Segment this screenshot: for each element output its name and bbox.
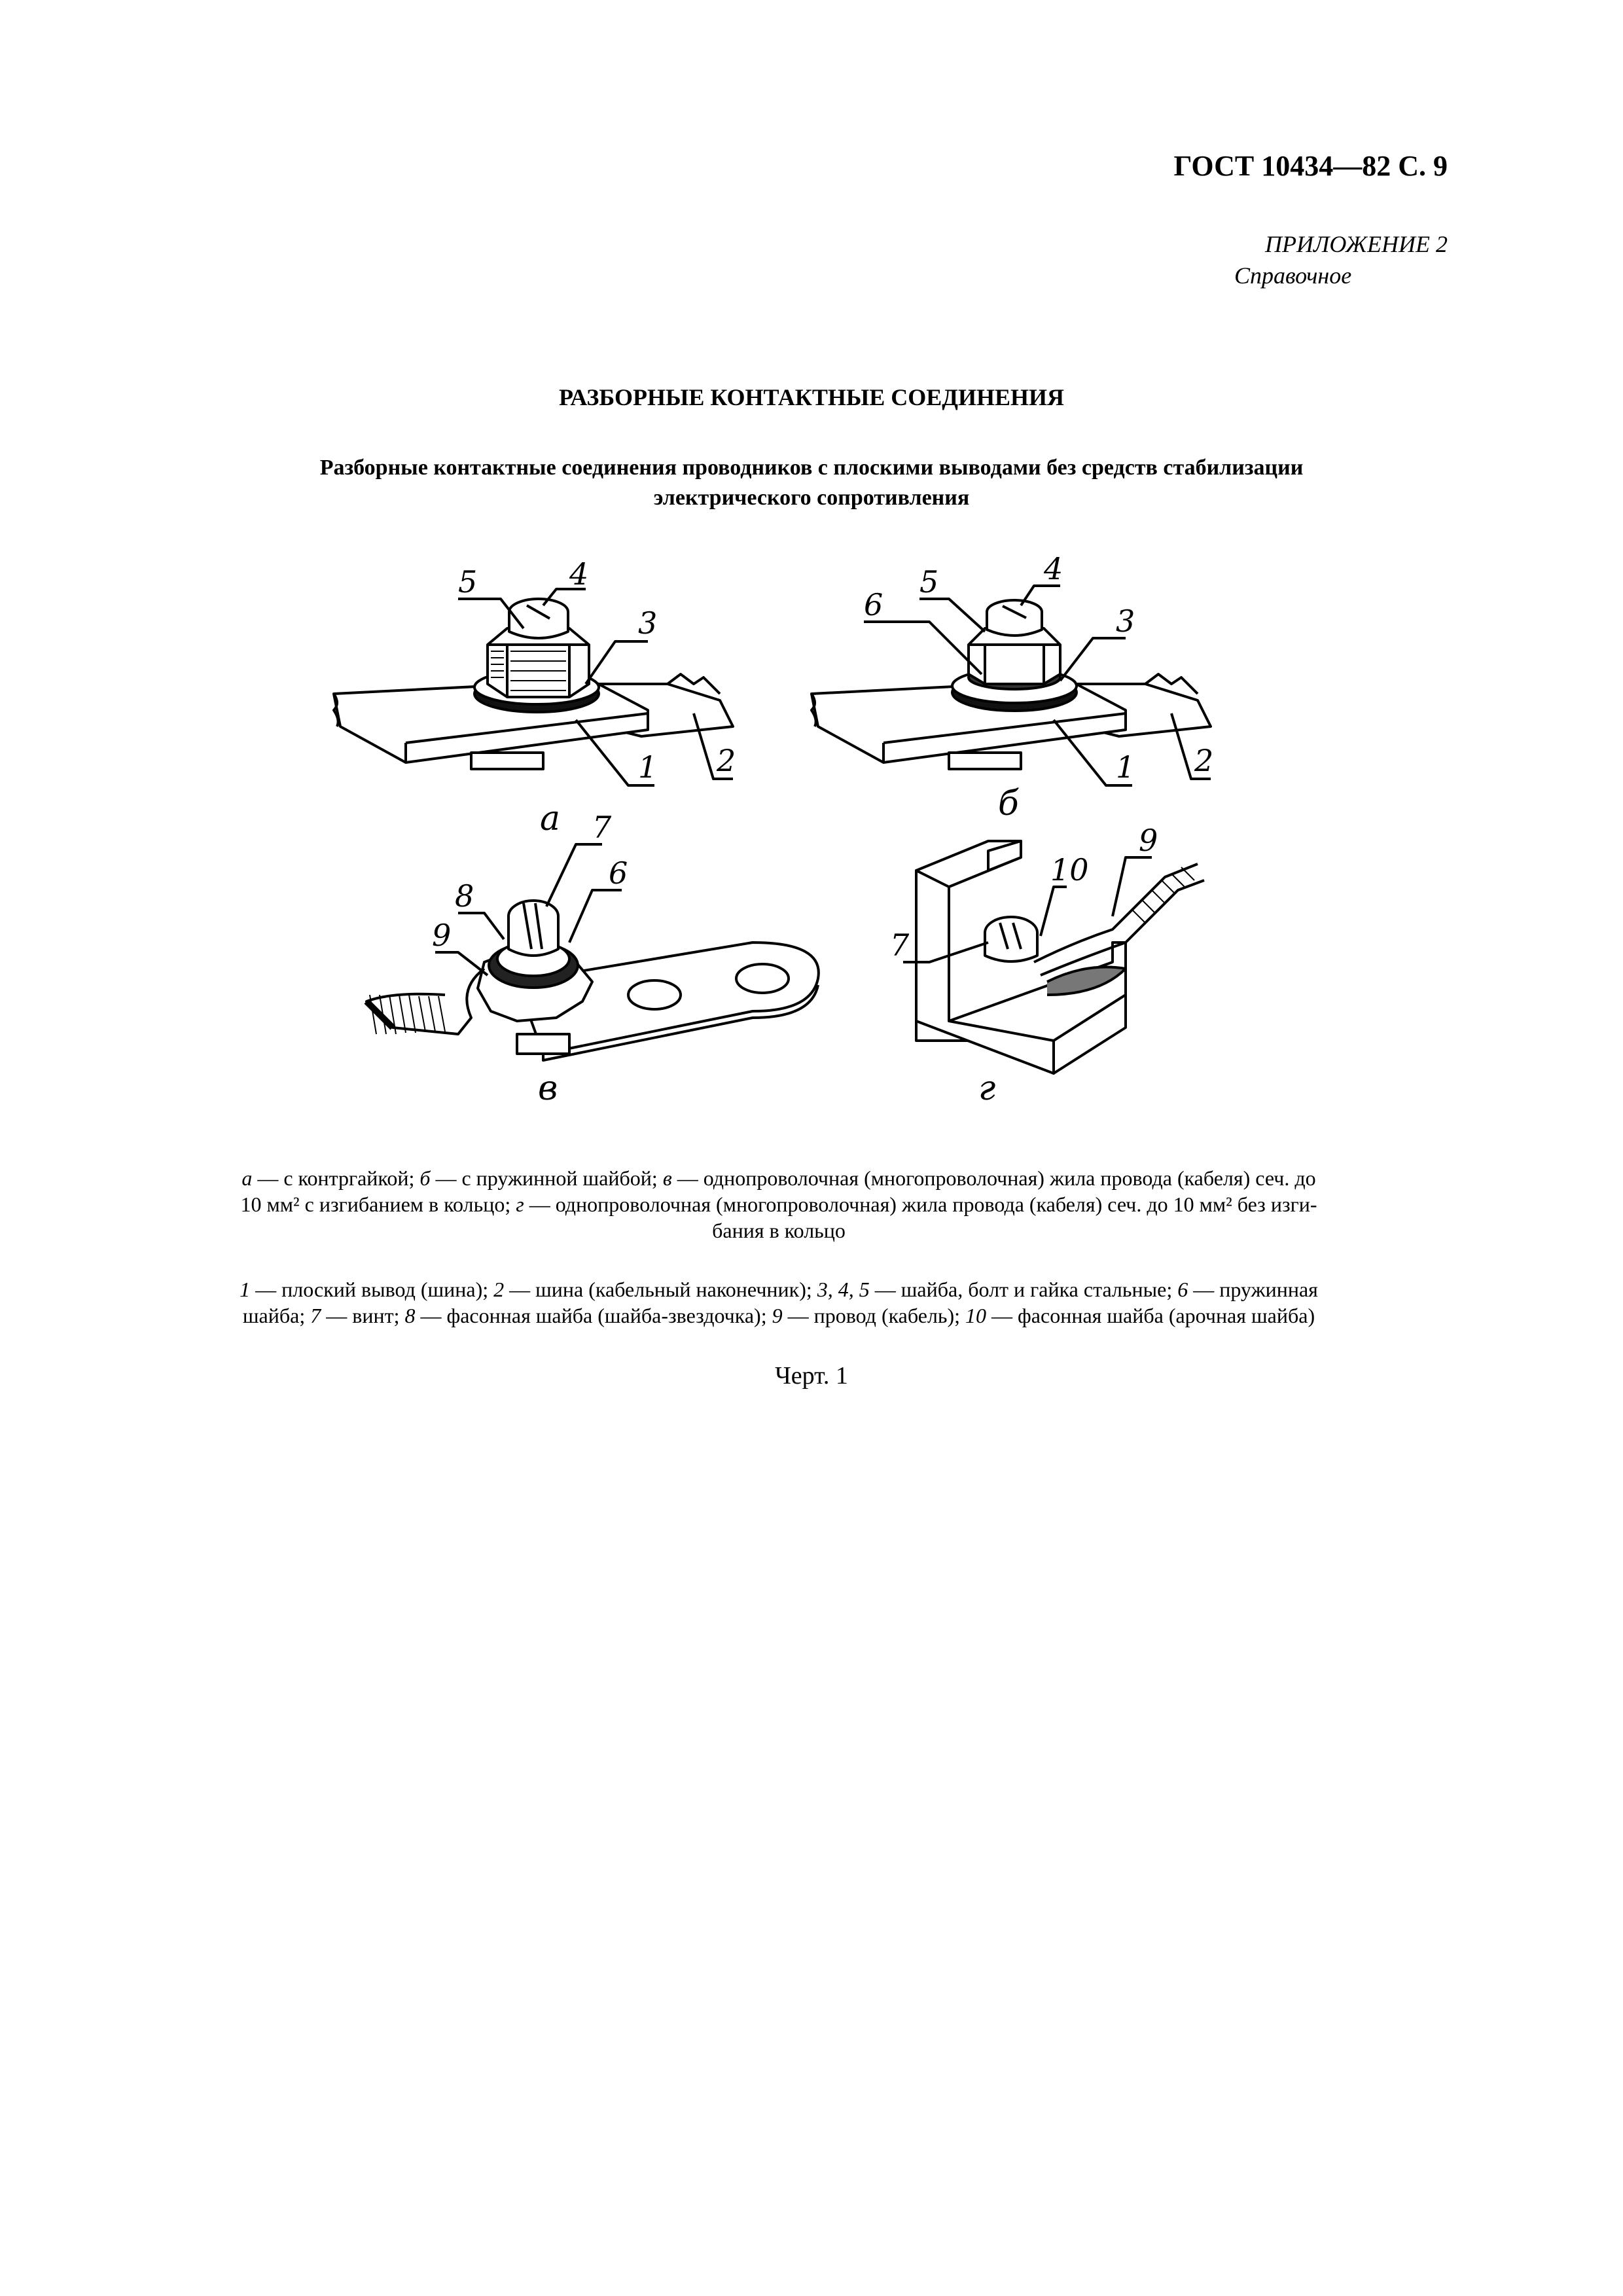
label-g-9: 9 <box>1139 823 1158 858</box>
label-g-7: 7 <box>890 927 910 963</box>
label-a-3: 3 <box>638 605 658 641</box>
appendix-type: Справочное <box>1234 262 1352 289</box>
label-a-4: 4 <box>569 556 589 592</box>
figure-letter-g: г <box>978 1069 996 1108</box>
figure-letter-v: в <box>538 1069 558 1108</box>
section-title: РАЗБОРНЫЕ КОНТАКТНЫЕ СОЕДИНЕНИЯ <box>558 384 1065 410</box>
label-g-10: 10 <box>1050 852 1089 888</box>
caption-line-2: 10 мм² с изгибанием в кольцо; г — однопроволочная (многопроволочная) жила провода (кабеля) сеч. до 10 мм² без изги- <box>240 1193 1317 1216</box>
label-a-2: 2 <box>717 743 736 778</box>
label-v-8: 8 <box>455 878 474 914</box>
figure-title: Черт. 1 <box>775 1362 848 1390</box>
label-a-1: 1 <box>638 749 658 785</box>
figure-letter-a: а <box>540 799 561 838</box>
figure-letter-b: б <box>998 784 1019 823</box>
label-v-7: 7 <box>592 810 612 845</box>
label-v-9: 9 <box>432 918 452 953</box>
caption-line-3: бания в кольцо <box>712 1219 846 1242</box>
label-v-6: 6 <box>609 855 628 891</box>
subtitle-line-2: электрического сопротивления <box>653 486 970 510</box>
appendix-label: ПРИЛОЖЕНИЕ 2 <box>1265 231 1448 257</box>
figure-caption-legend <box>124 1276 1433 1329</box>
label-b-6: 6 <box>864 587 883 622</box>
label-b-1: 1 <box>1116 749 1135 785</box>
legend-line-2: шайба; 7 — винт; 8 — фасонная шайба (шайба-звездочка); 9 — провод (кабель); 10 — фасонная шайба (арочная шайба) <box>242 1304 1315 1327</box>
label-b-4: 4 <box>1044 551 1063 586</box>
label-b-3: 3 <box>1116 603 1135 639</box>
drawing-a <box>334 589 733 785</box>
figure-caption-variants <box>124 1165 1433 1244</box>
subtitle-line-1: Разборные контактные соединения проводников с плоскими выводами без средств стабилизации <box>319 456 1304 480</box>
label-b-5: 5 <box>919 564 939 600</box>
label-a-5: 5 <box>458 564 478 600</box>
legend-line-1: 1 — плоский вывод (шина); 2 — шина (кабельный наконечник); 3, 4, 5 — шайба, болт и гайка стальные; 6 — пружинная <box>240 1278 1318 1301</box>
document-code: ГОСТ 10434—82 С. 9 <box>1173 150 1448 182</box>
label-b-2: 2 <box>1194 743 1214 778</box>
caption-line-1: а — с контргайкой; б — с пружинной шайбой; в — однопроволочная (многопроволочная) жила провода (кабеля) сеч. до <box>241 1166 1316 1190</box>
